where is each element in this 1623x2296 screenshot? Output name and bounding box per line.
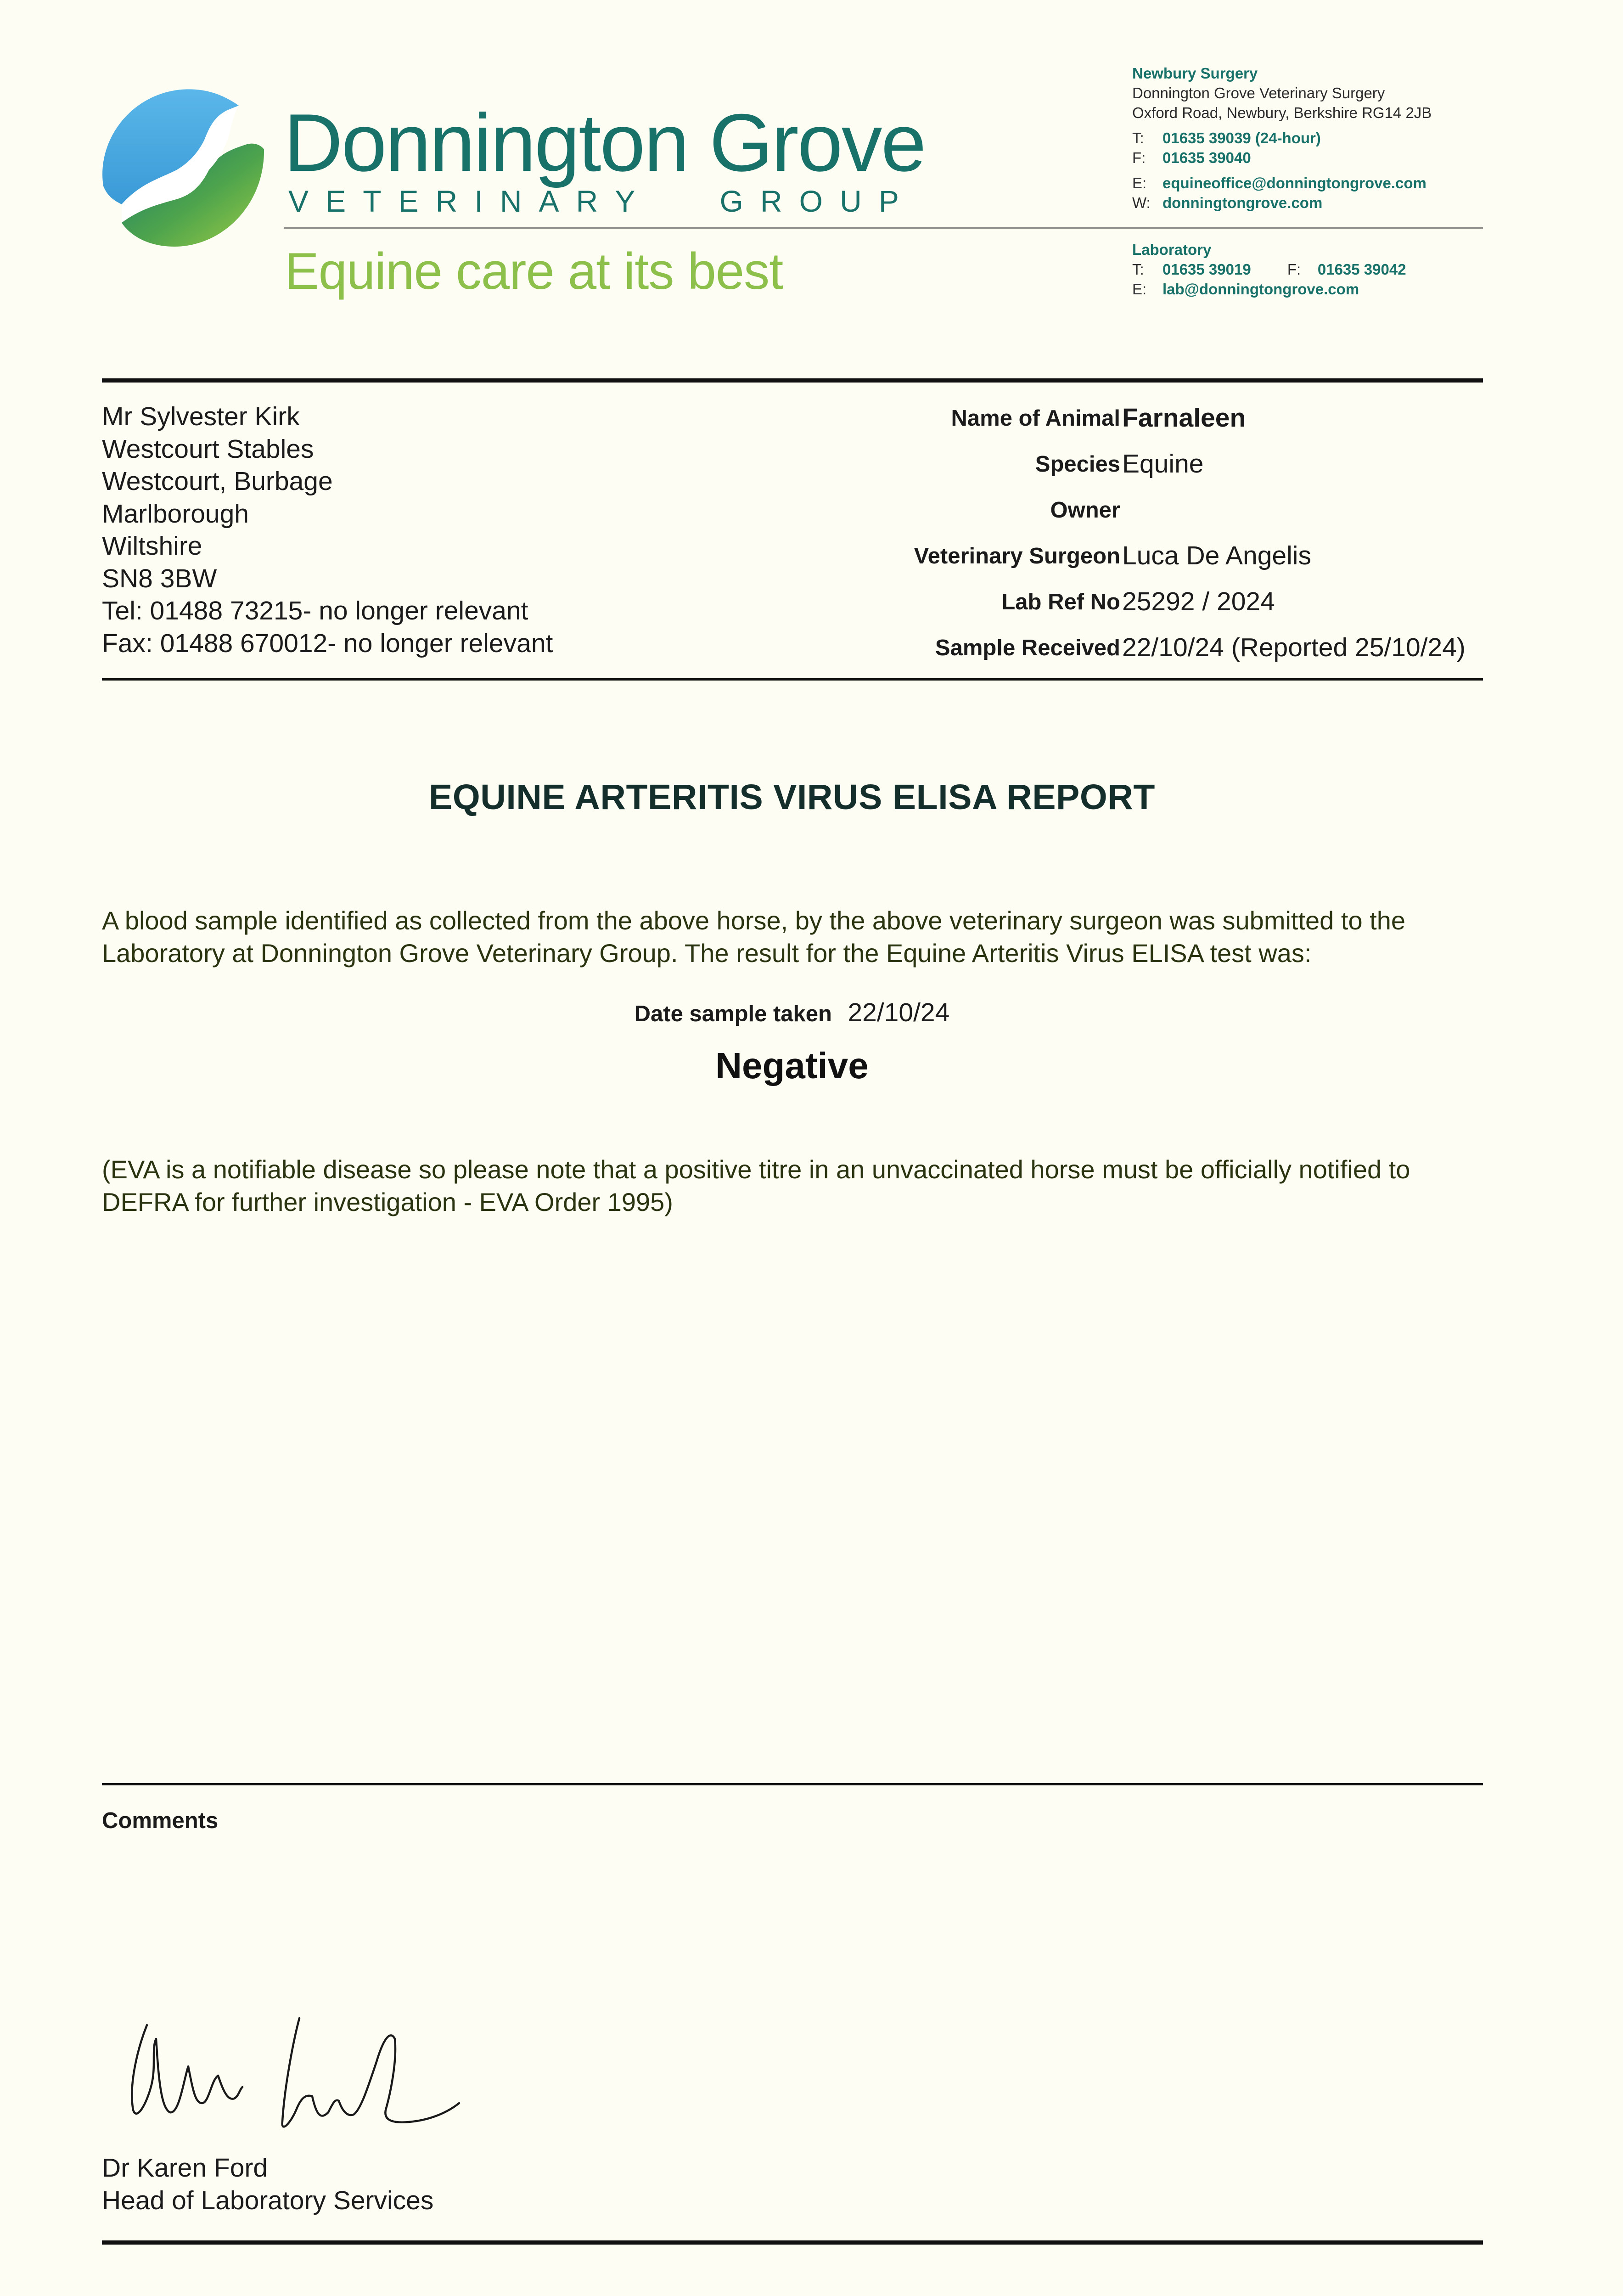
brand-subtitle: V E T E R I N A R Y G R O U P — [288, 184, 899, 218]
intro-paragraph: A blood sample identified as collected from the above horse, by the above veterinary surgeon was submitted to the Laboratory at Donnington Grove Veterinary Group. The result for the Equine Arteritis Virus ELISA test was: — [102, 906, 1405, 968]
eva-notice: (EVA is a notifiable disease so please note that a positive titre in an unvaccinated horse must be officially notified to DEFRA for further investigation - EVA Order 1995) — [102, 1155, 1410, 1216]
detail-label: Sample Received — [935, 636, 1120, 660]
lab-tel[interactable]: 01635 39019 — [1162, 261, 1251, 278]
animal-name-value: Farnaleen — [1122, 403, 1246, 433]
brand-tagline: Equine care at its best — [285, 242, 783, 300]
detail-label: Veterinary Surgeon — [914, 544, 1120, 568]
details-rule — [102, 678, 1483, 681]
surgery-fax: 01635 39040 — [1162, 149, 1251, 166]
address-line: Mr Sylvester Kirk — [102, 402, 300, 431]
lab-heading: Laboratory — [1132, 241, 1212, 258]
surgery-web-row: W: donningtongrove.com — [1132, 194, 1323, 211]
surgery-email-row: E: equineoffice@donningtongrove.com — [1132, 174, 1426, 191]
address-line: Marlborough — [102, 499, 249, 529]
recipient-address — [102, 400, 553, 659]
sample-date-label: Date sample taken — [634, 1002, 832, 1026]
surgery-tel-row: T: 01635 39039 (24-hour) — [1132, 129, 1321, 146]
address-line: Westcourt, Burbage — [102, 467, 333, 496]
address-line: Tel: 01488 73215- no longer relevant — [102, 596, 528, 625]
sample-received-value: 22/10/24 (Reported 25/10/24) — [1122, 633, 1466, 662]
signatory-title: Head of Laboratory Services — [102, 2186, 434, 2215]
species-value: Equine — [1122, 449, 1204, 478]
comments-label: Comments — [102, 1808, 219, 1833]
detail-label: Owner — [1050, 498, 1120, 523]
detail-label: Name of Animal — [951, 406, 1120, 431]
surgery-line1: Donnington Grove Veterinary Surgery — [1132, 84, 1385, 101]
address-line: Wiltshire — [102, 531, 202, 561]
detail-label: Species — [1035, 452, 1120, 477]
surgery-contact-block — [1132, 63, 1432, 213]
brand-name: Donnington Grove — [284, 97, 925, 188]
address-line: Fax: 01488 670012- no longer relevant — [102, 628, 553, 658]
surgery-tel[interactable]: 01635 39039 (24-hour) — [1162, 129, 1321, 146]
address-line: Westcourt Stables — [102, 434, 314, 464]
lab-ref-value: 25292 / 2024 — [1122, 587, 1275, 616]
footer-rule — [102, 2240, 1483, 2245]
surgery-heading: Newbury Surgery — [1132, 65, 1258, 82]
surgery-line2: Oxford Road, Newbury, Berkshire RG14 2JB — [1132, 104, 1432, 121]
header-rule — [102, 378, 1483, 383]
vet-value: Luca De Angelis — [1122, 541, 1311, 570]
brand-subtitle-v: V — [288, 184, 309, 218]
sample-date-row — [0, 997, 1584, 1028]
detail-row-received — [551, 632, 1492, 674]
lab-phone-row: T: 01635 39019 F: 01635 39042 — [1132, 261, 1406, 278]
detail-row-vet — [551, 540, 1492, 582]
comments-rule — [102, 1783, 1483, 1785]
lab-fax: 01635 39042 — [1317, 261, 1406, 278]
detail-row-owner — [551, 495, 1492, 536]
detail-row-species — [551, 449, 1492, 490]
detail-label: Lab Ref No — [1001, 590, 1120, 614]
detail-row-labref — [551, 586, 1492, 628]
signatory — [102, 2152, 433, 2217]
sample-date-value: 22/10/24 — [848, 998, 950, 1027]
lab-contact-block — [1132, 240, 1406, 299]
signature — [119, 2011, 477, 2140]
detail-row-name — [551, 403, 1492, 444]
surgery-web-link[interactable]: donningtongrove.com — [1162, 194, 1323, 211]
contact-divider — [284, 227, 1483, 229]
lab-email-row: E: lab@donningtongrove.com — [1132, 281, 1359, 298]
report-title: EQUINE ARTERITIS VIRUS ELISA REPORT — [429, 777, 1155, 817]
surgery-email-link[interactable]: equineoffice@donningtongrove.com — [1162, 174, 1426, 191]
lab-email-link[interactable]: lab@donningtongrove.com — [1162, 281, 1359, 298]
logo-icon — [94, 85, 264, 250]
test-result: Negative — [715, 1045, 869, 1086]
signatory-name: Dr Karen Ford — [102, 2153, 268, 2183]
address-line: SN8 3BW — [102, 563, 217, 593]
surgery-fax-row: F: 01635 39040 — [1132, 149, 1251, 166]
